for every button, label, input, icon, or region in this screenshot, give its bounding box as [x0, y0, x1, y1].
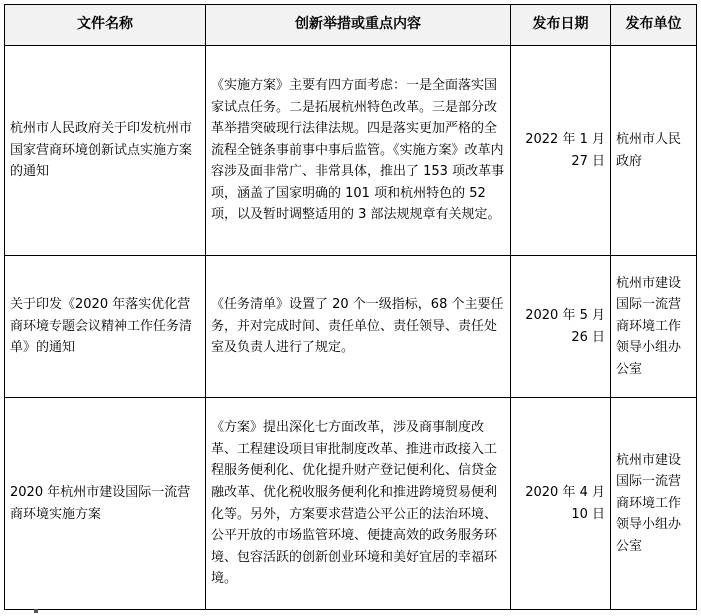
- file-name-cell: 关于印发《2020 年落实优化营商环境专题会议精神工作任务清单》的通知: [5, 256, 206, 398]
- date-cell: 2020 年 5 月 26 日: [511, 256, 611, 398]
- header-file-name: 文件名称: [5, 5, 206, 46]
- org-cell: 杭州市建设国际一流营商环境工作领导小组办公室: [611, 398, 697, 610]
- org-cell: 杭州市建设国际一流营商环境工作领导小组办公室: [611, 256, 697, 398]
- date-cell: 2020 年 4 月 10 日: [511, 398, 611, 610]
- file-name-cell: 杭州市人民政府关于印发杭州市国家营商环境创新试点实施方案的通知: [5, 46, 206, 256]
- content-cell: 《实施方案》主要有四方面考虑：一是全面落实国家试点任务。二是拓展杭州特色改革。三是部分改革举措突破现行法律法规。四是落实更加严格的全流程全链条事前事中事后监管。《实施方案》改革内容涉及面非常广、非常具体，推出了 153 项改革事项，涵盖了国家明确的 101 项和杭州特色的 52 项，以及暂时调整适用的 3 部法规规章有关规定。: [206, 46, 511, 256]
- header-content: 创新举措或重点内容: [206, 5, 511, 46]
- table-row: [5, 256, 697, 398]
- table-row: [5, 398, 697, 610]
- header-date: 发布日期: [511, 5, 611, 46]
- file-name-cell: 2020 年杭州市建设国际一流营商环境实施方案: [5, 398, 206, 610]
- org-cell: 杭州市人民政府: [611, 46, 697, 256]
- content-cell: 《任务清单》设置了 20 个一级指标，68 个主要任务，并对完成时间、责任单位、责任领导、责任处室及负责人进行了规定。: [206, 256, 511, 398]
- table-row: [5, 46, 697, 256]
- date-cell: 2022 年 1 月 27 日: [511, 46, 611, 256]
- policy-table: [4, 4, 697, 610]
- content-cell: 《方案》提出深化七方面改革，涉及商事制度改革、工程建设项目审批制度改革、推进市政接入工程服务便利化、优化提升财产登记便利化、信贷金融改革、优化税收服务便利化和推进跨境贸易便利化等。另外，方案要求营造公平公正的法治环境、公平开放的市场监管环境、便捷高效的政务服务环境、包容活跃的创新创业环境和美好宜居的幸福环境。: [206, 398, 511, 610]
- page-corner-mark: [34, 609, 38, 613]
- header-org: 发布单位: [611, 5, 697, 46]
- header-row: [5, 5, 697, 46]
